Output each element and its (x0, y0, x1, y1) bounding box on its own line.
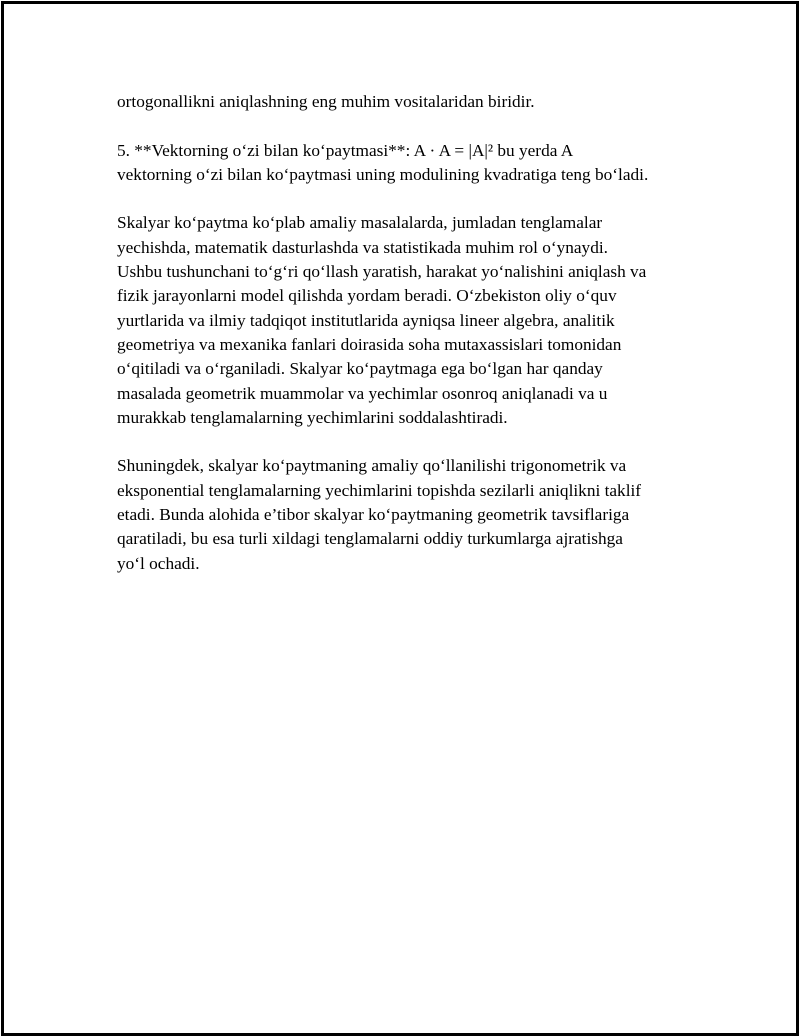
document-body (117, 90, 717, 600)
paragraph-scalar-product-applications: Skalyar ko‘paytma ko‘plab amaliy masalalarda, jumladan tenglamalar yechishda, matematik dasturlashda va statistikada muhim rol o‘ynaydi. Ushbu tushunchani to‘g‘ri qo‘llash yaratish, harakat yo‘nalishini aniqlash va fizik jarayonlarni model qilishda yordam beradi. O‘zbekiston oliy o‘quv yurtlarida va ilmiy tadqiqot institutlarida ayniqsa lineer algebra, analitik geometriya va mexanika fanlari doirasida soha mutaxassislari tomonidan o‘qitiladi va o‘rganiladi. Skalyar ko‘paytmaga ega bo‘lgan har qanday masalada geometrik muammolar va yechimlar osonroq aniqlanadi va u murakkab tenglamalarning yechimlarini soddalashtiradi. (117, 213, 647, 427)
paragraph-scalar-product-equations: Shuningdek, skalyar ko‘paytmaning amaliy qo‘llanilishi trigonometrik va eksponential tenglamalarning yechimlarini topishda sezilarli aniqlikni taklif etadi. Bunda alohida e’tibor skalyar ko‘paytmaning geometrik tavsiflariga qaratiladi, bu esa turli xildagi tenglamalarni oddiy turkumlarga ajratishga yo‘l ochadi. (117, 456, 642, 573)
paragraph-vector-self-product: 5. **Vektorning o‘zi bilan ko‘paytmasi**: A · A = |A|² bu yerda A vektorning o‘zi bilan ko‘paytmasi uning modulining kvadratiga teng bo‘ladi. (117, 140, 649, 184)
paragraph-continuation: ortogonallikni aniqlashning eng muhim vositalaridan biridir. (117, 92, 535, 111)
